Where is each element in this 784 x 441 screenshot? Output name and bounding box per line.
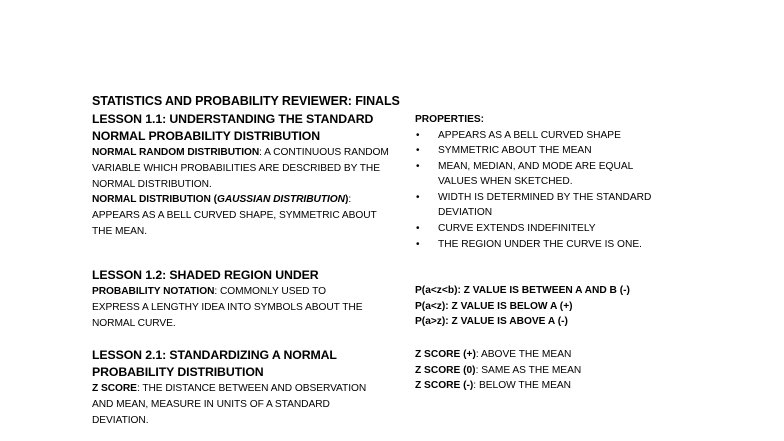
bullet-icon: • bbox=[416, 160, 420, 172]
definition-text: : APPEARS AS A BELL CURVED SHAPE, SYMMETRIC ABOUT THE MEAN. bbox=[92, 194, 377, 237]
z-score-line: Z SCORE (-): BELOW THE MEAN bbox=[415, 380, 572, 392]
lesson-1-1-definitions bbox=[92, 145, 392, 240]
list-item: • CURVE EXTENDS INDEFINITELY bbox=[415, 221, 695, 237]
list-item: • MEAN, MEDIAN, AND MODE ARE EQUAL VALUES WHEN SKETCHED. bbox=[416, 160, 633, 188]
properties-list bbox=[415, 128, 695, 253]
definition-text: : THE DISTANCE BETWEEN AND OBSERVATION AND MEAN, MEASURE IN UNITS OF A STANDARD DEVIATION. bbox=[92, 383, 367, 426]
list-item: • APPEARS AS A BELL CURVED SHAPE bbox=[415, 128, 695, 144]
term-normal-distribution: NORMAL DISTRIBUTION (GAUSSIAN DISTRIBUTION) bbox=[92, 194, 349, 206]
properties-section bbox=[415, 112, 695, 252]
term-probability-notation: PROBABILITY NOTATION bbox=[92, 286, 215, 297]
normal-random-distribution-definition bbox=[92, 145, 392, 192]
list-item: • THE REGION UNDER THE CURVE IS ONE. bbox=[415, 237, 695, 253]
normal-distribution-definition bbox=[92, 192, 392, 239]
bullet-icon: • bbox=[416, 129, 420, 141]
notation-line: P(a<z<b): Z VALUE IS BETWEEN A AND B (-) bbox=[415, 285, 630, 296]
properties-title: PROPERTIES: bbox=[415, 114, 485, 125]
z-score-line: Z SCORE (+): ABOVE THE MEAN bbox=[415, 349, 572, 360]
z-score-list bbox=[415, 347, 695, 394]
bullet-icon: • bbox=[416, 238, 420, 250]
lesson-2-1-heading: LESSON 2.1: STANDARDIZING A NORMAL PROBABILITY DISTRIBUTION bbox=[92, 348, 337, 379]
lesson-1-1-heading: LESSON 1.1: UNDERSTANDING THE STANDARD NORMAL PROBABILITY DISTRIBUTION bbox=[92, 112, 374, 143]
probability-notation-definition bbox=[92, 284, 372, 331]
lesson-1-2-heading: LESSON 1.2: SHADED REGION UNDER bbox=[92, 268, 319, 282]
bullet-icon: • bbox=[416, 223, 420, 235]
definition-text: : COMMONLY USED TO EXPRESS A LENGTHY IDEA INTO SYMBOLS ABOUT THE NORMAL CURVE. bbox=[92, 286, 363, 329]
document-title: STATISTICS AND PROBABILITY REVIEWER: FINALS bbox=[92, 94, 400, 108]
lesson-2-1-section bbox=[92, 347, 392, 428]
lesson-1-2-section bbox=[92, 267, 392, 331]
notation-line: P(a<z): Z VALUE IS BELOW A (+) bbox=[415, 300, 573, 312]
definition-text: : A CONTINUOUS RANDOM VARIABLE WHICH PROBABILITIES ARE DESCRIBED BY THE NORMAL DISTRIBUTION. bbox=[92, 147, 389, 190]
term-z-score: Z SCORE bbox=[92, 383, 137, 394]
z-score-line: Z SCORE (0): SAME AS THE MEAN bbox=[415, 364, 582, 376]
list-item: • SYMMETRIC ABOUT THE MEAN bbox=[415, 143, 695, 159]
notation-line: P(a>z): Z VALUE IS ABOVE A (-) bbox=[415, 316, 568, 328]
list-item: • WIDTH IS DETERMINED BY THE STANDARD DEVIATION bbox=[416, 191, 652, 219]
bullet-icon: • bbox=[416, 145, 420, 157]
bullet-icon: • bbox=[416, 191, 420, 203]
lesson-1-1-section bbox=[92, 111, 392, 240]
notation-list bbox=[415, 283, 695, 330]
term-normal-random-distribution: NORMAL RANDOM DISTRIBUTION bbox=[92, 147, 260, 158]
z-score-definition bbox=[92, 381, 382, 428]
